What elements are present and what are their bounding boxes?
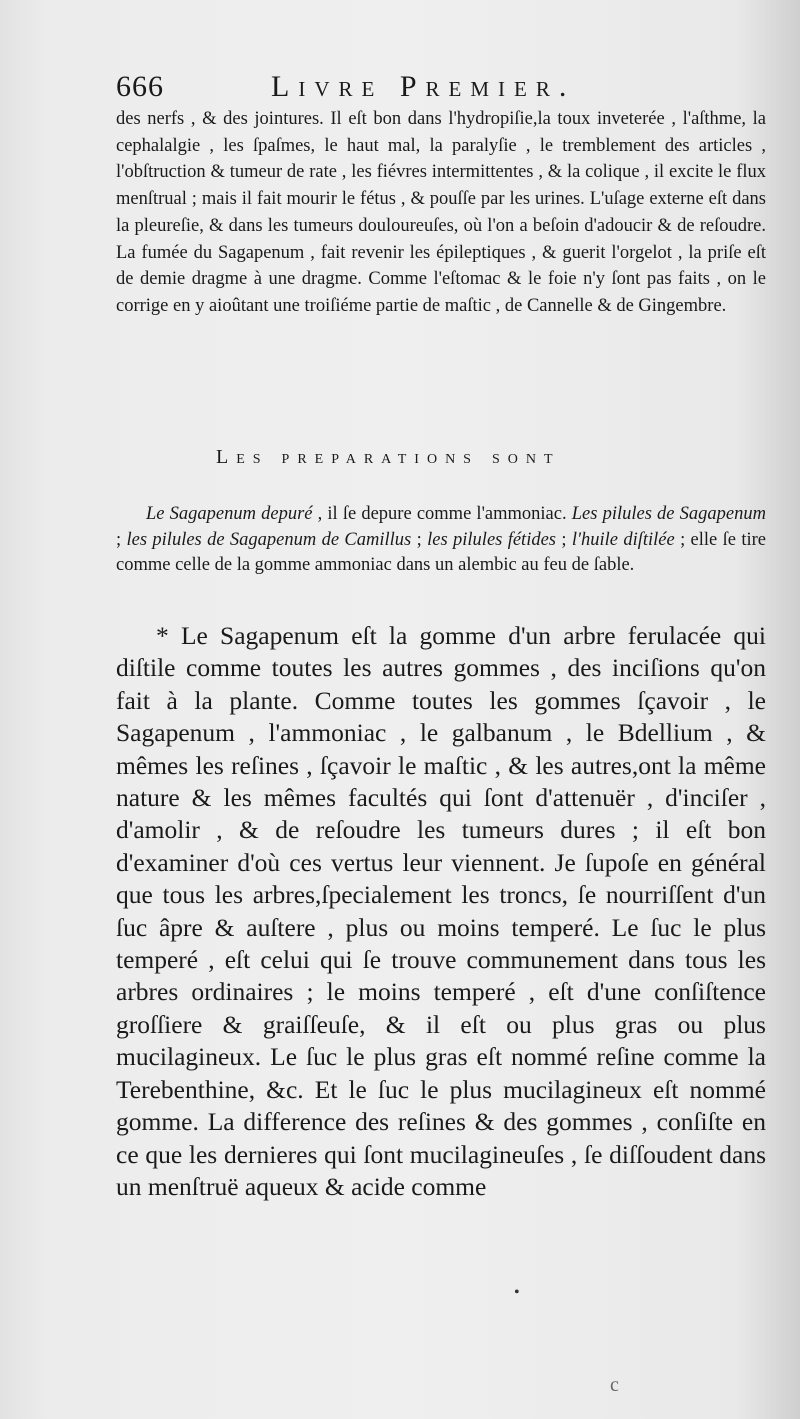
preparations-paragraph xyxy=(116,502,766,579)
preparation-name: les pilules de Sagapenum de Camillus xyxy=(126,529,412,550)
preparation-name: les pilules fétides xyxy=(427,529,557,550)
book-title: Livre Premier. xyxy=(271,70,576,103)
running-head xyxy=(116,70,736,110)
section-heading: Les preparations sont xyxy=(216,446,561,468)
preparation-name: Les pilules de Sagapenum xyxy=(571,504,766,524)
continued-paragraph xyxy=(116,106,766,320)
preparation-text: ; xyxy=(556,529,572,550)
preparations-text xyxy=(116,502,766,579)
preparation-text: ; elle ſe tire comme celle de la gomme ammoniac dans un alembic au feu de ſable. xyxy=(116,529,766,575)
continued-text: des nerfs , & des jointures. Il eſt bon dans l'hydropiſie,la toux inveterée , l'aſthme, la cephalalgie , les ſpaſmes, le haut mal, la paralyſie , le tremblement des articles , l'obſtruction & tumeur de rate , les fiévres intermittentes , & la colique , il excite le flux menſtrual ; mais il fait mourir le fétus , & pouſſe par les urines. L'uſage externe eſt dans la pleureſie, & dans les tumeurs douloureuſes, où l'on a beſoin d'adoucir & de reſoudre. La fumée du Sagapenum , fait revenir les épileptiques , & guerit l'orgelot , la priſe eſt de demie dragme à une dragme. Comme l'eſtomac & le foie n'y ſont pas faits , on le corrige en y aioûtant une troiſiéme partie de maſtic , de Cannelle & de Gingembre. xyxy=(116,109,766,316)
main-text: * Le Sagapenum eſt la gomme d'un arbre ferulacée qui diſtile comme toutes les autres gommes , des inciſions qu'on fait à la plante. Comme toutes les gommes ſçavoir , le Sagapenum , l'ammoniac , le galbanum , le Bdellium , & mêmes les reſines , ſçavoir le maſtic , & les autres,ont la même nature & les mêmes facultés qui ſont d'attenuër , d'inciſer , d'amolir , & de reſoudre les tumeurs dures ; il eſt bon d'examiner d'où ces vertus leur viennent. Je ſupoſe en général que tous les arbres,ſpecialement les troncs, ſe nourriſſent d'un ſuc âpre & auſtere , plus ou moins temperé. Le ſuc le plus temperé , eſt celui qui ſe trouve communement dans tous les arbres ordinaires ; le moins temperé , eſt d'une conſiſtence groſſiere & graiſſeuſe, & il eſt ou plus gras ou plus mucilagineux. Le ſuc le plus gras eſt nommé reſine comme la Terebenthine, &c. Et le ſuc le plus mucilagineux eſt nommé gomme. La difference des reſines & des gommes , conſiſte en ce que les dernieres qui ſont mucilagineuſes , ſe diſſoudent dans un menſtruë aqueux & acide comme xyxy=(116,621,766,1201)
preparation-text: ; xyxy=(116,529,127,550)
preparation-text: ; xyxy=(411,529,428,550)
print-mark: c xyxy=(610,1374,619,1396)
print-dot: • xyxy=(514,1284,520,1301)
preparation-text: , il ſe depure comme l'ammoniac. xyxy=(312,504,572,524)
preparation-name: Le Sagapenum depuré xyxy=(146,504,313,524)
page-number: 666 xyxy=(116,70,164,103)
main-paragraph xyxy=(116,620,766,1203)
preparation-name: l'huile diſtilée xyxy=(571,529,675,550)
